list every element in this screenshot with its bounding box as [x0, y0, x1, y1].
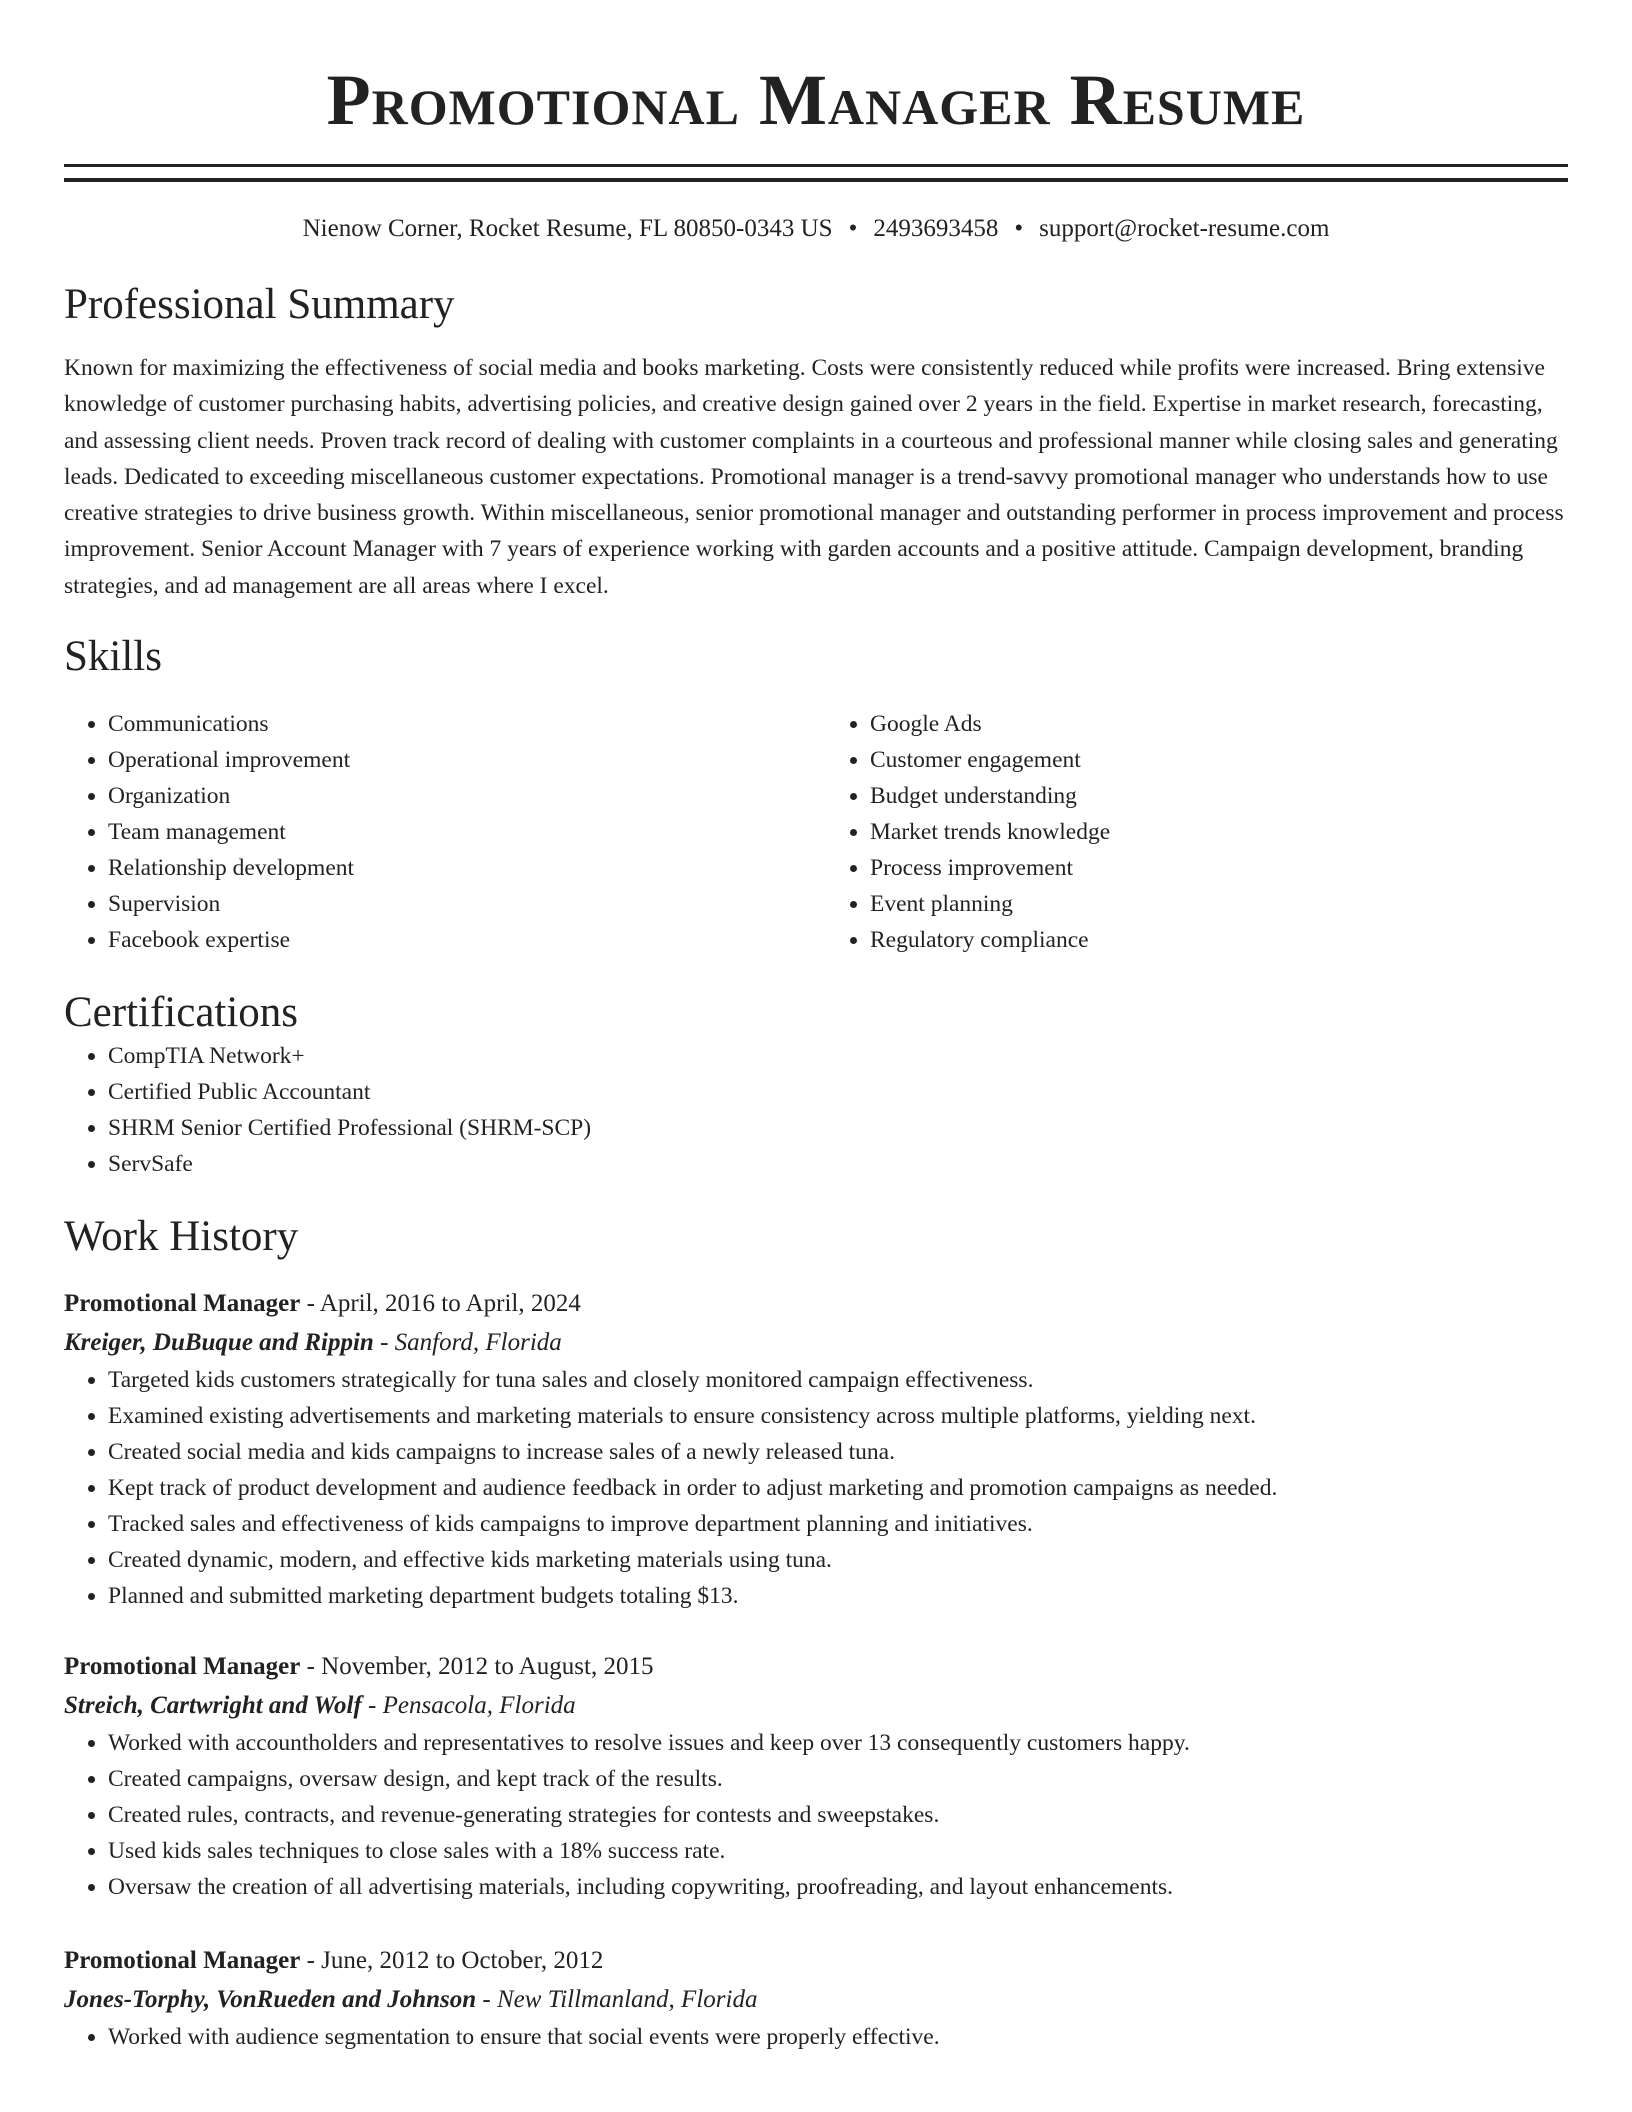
work-history-section: [64, 1212, 1568, 2055]
job-bullet: • Oversaw the creation of all advertising materials, including copywriting, proofreading, and layout enhancements.: [108, 1869, 1568, 1905]
job-bullet: • Targeted kids customers strategically for tuna sales and closely monitored campaign effectiveness.: [108, 1362, 1568, 1398]
job-header: [64, 1647, 1568, 1687]
job-employer: [64, 1687, 1568, 1725]
skill-item: • Budget understanding: [870, 778, 1568, 814]
job-bullet: • Planned and submitted marketing department budgets totaling $13.: [108, 1578, 1568, 1614]
skill-item: • Process improvement: [870, 850, 1568, 886]
contact-email: support@rocket-resume.com: [1039, 215, 1330, 242]
contact-line: [64, 214, 1568, 244]
job-employer: [64, 1981, 1568, 2019]
job-bullet: • Worked with audience segmentation to ensure that social events were properly effective.: [108, 2019, 1568, 2055]
contact-separator: •: [848, 215, 858, 242]
job-dates: June, 2012 to October, 2012: [321, 1947, 604, 1975]
job-bullet: • Worked with accountholders and representatives to resolve issues and keep over 13 consequently customers happy.: [108, 1725, 1568, 1761]
job-bullet: • Created dynamic, modern, and effective kids marketing materials using tuna.: [108, 1542, 1568, 1578]
certification-item: • CompTIA Network+: [108, 1038, 1568, 1074]
job-dash: -: [300, 1947, 322, 1975]
job-dash: -: [300, 1290, 320, 1318]
job-dates: April, 2016 to April, 2024: [319, 1290, 581, 1318]
job-bullets: [64, 1362, 1568, 1614]
job-header: [64, 1284, 1568, 1324]
skill-item: • Supervision: [108, 886, 806, 922]
job-bullets: [64, 2019, 1568, 2055]
skills-grid: [64, 706, 1568, 958]
skill-item: • Event planning: [870, 886, 1568, 922]
job-bullet: • Used kids sales techniques to close sales with a 18% success rate.: [108, 1833, 1568, 1869]
contact-address: Nienow Corner, Rocket Resume, FL 80850-0343 US: [302, 215, 833, 242]
certifications-heading: Certifications: [64, 989, 299, 1037]
job-bullets: [64, 1725, 1568, 1905]
skills-section: [64, 632, 1568, 958]
job-location: Sanford, Florida: [394, 1329, 562, 1357]
job-location: New Tillmanland, Florida: [497, 1986, 758, 2014]
job-company: Streich, Cartwright and Wolf: [64, 1692, 362, 1720]
job-header: [64, 1941, 1568, 1981]
job-company: Kreiger, DuBuque and Rippin: [64, 1329, 374, 1357]
skills-list-right: [826, 706, 1568, 958]
skill-item: • Communications: [108, 706, 806, 742]
job-entry: [64, 1284, 1568, 1614]
work-history-heading: Work History: [64, 1213, 299, 1261]
job-bullet: • Created campaigns, oversaw design, and kept track of the results.: [108, 1761, 1568, 1797]
job-bullet: • Tracked sales and effectiveness of kids campaigns to improve department planning and initiatives.: [108, 1506, 1568, 1542]
certifications-list: [64, 1038, 1568, 1182]
title-double-rule: [64, 164, 1568, 182]
skill-item: • Google Ads: [870, 706, 1568, 742]
job-dash: -: [361, 1692, 383, 1720]
job-dash: -: [373, 1329, 395, 1357]
job-company: Jones-Torphy, VonRueden and Johnson: [64, 1986, 477, 2014]
job-entry: [64, 1941, 1568, 2055]
job-dates: November, 2012 to August, 2015: [321, 1653, 654, 1681]
skill-item: • Relationship development: [108, 850, 806, 886]
certifications-section: [64, 988, 1568, 1182]
job-role: Promotional Manager: [64, 1947, 301, 1975]
job-bullet: • Created rules, contracts, and revenue-generating strategies for contests and sweepstakes.: [108, 1797, 1568, 1833]
job-entry: [64, 1647, 1568, 1905]
skill-item: • Customer engagement: [870, 742, 1568, 778]
certification-item: • ServSafe: [108, 1146, 1568, 1182]
job-bullet: • Kept track of product development and audience feedback in order to adjust marketing and promotion campaigns as needed.: [108, 1470, 1568, 1506]
summary-text: Known for maximizing the effectiveness of social media and books marketing. Costs were consistently reduced while profits were increased. Bring extensive knowledge of customer purchasing habits, advertising policies, and creative design gained over 2 years in the field. Expertise in market research, forecasting, and assessing client needs. Proven track record of dealing with customer complaints in a courteous and professional manner while closing sales and generating leads. Dedicated to exceeding miscellaneous customer expectations. Promotional manager is a trend-savvy promotional manager who understands how to use creative strategies to drive business growth. Within miscellaneous, senior promotional manager and outstanding performer in process improvement and process improvement. Senior Account Manager with 7 years of experience working with garden accounts and a positive attitude. Campaign development, branding strategies, and ad management are all areas where I excel.: [64, 355, 1564, 599]
summary-section: [64, 280, 1568, 604]
skill-item: • Operational improvement: [108, 742, 806, 778]
skill-item: • Market trends knowledge: [870, 814, 1568, 850]
resume-content: [64, 0, 1568, 2055]
skill-item: • Team management: [108, 814, 806, 850]
job-location: Pensacola, Florida: [382, 1692, 576, 1720]
job-dash: -: [476, 1986, 497, 2014]
skill-item: • Organization: [108, 778, 806, 814]
job-bullet: • Created social media and kids campaigns to increase sales of a newly released tuna.: [108, 1434, 1568, 1470]
job-dash: -: [300, 1653, 322, 1681]
contact-separator: •: [1014, 215, 1024, 242]
job-bullet: • Examined existing advertisements and marketing materials to ensure consistency across multiple platforms, yielding next.: [108, 1398, 1568, 1434]
certification-item: • SHRM Senior Certified Professional (SHRM-SCP): [108, 1110, 1568, 1146]
contact-phone: 2493693458: [873, 215, 999, 242]
resume-title: Promotional Manager Resume: [326, 60, 1306, 140]
summary-heading: Professional Summary: [64, 281, 455, 328]
skills-list-left: [64, 706, 806, 958]
skill-item: • Regulatory compliance: [870, 922, 1568, 958]
skill-item: • Facebook expertise: [108, 922, 806, 958]
certification-item: • Certified Public Accountant: [108, 1074, 1568, 1110]
skills-heading: Skills: [64, 633, 162, 681]
job-employer: [64, 1324, 1568, 1362]
job-role: Promotional Manager: [64, 1653, 301, 1681]
job-role: Promotional Manager: [64, 1290, 301, 1318]
